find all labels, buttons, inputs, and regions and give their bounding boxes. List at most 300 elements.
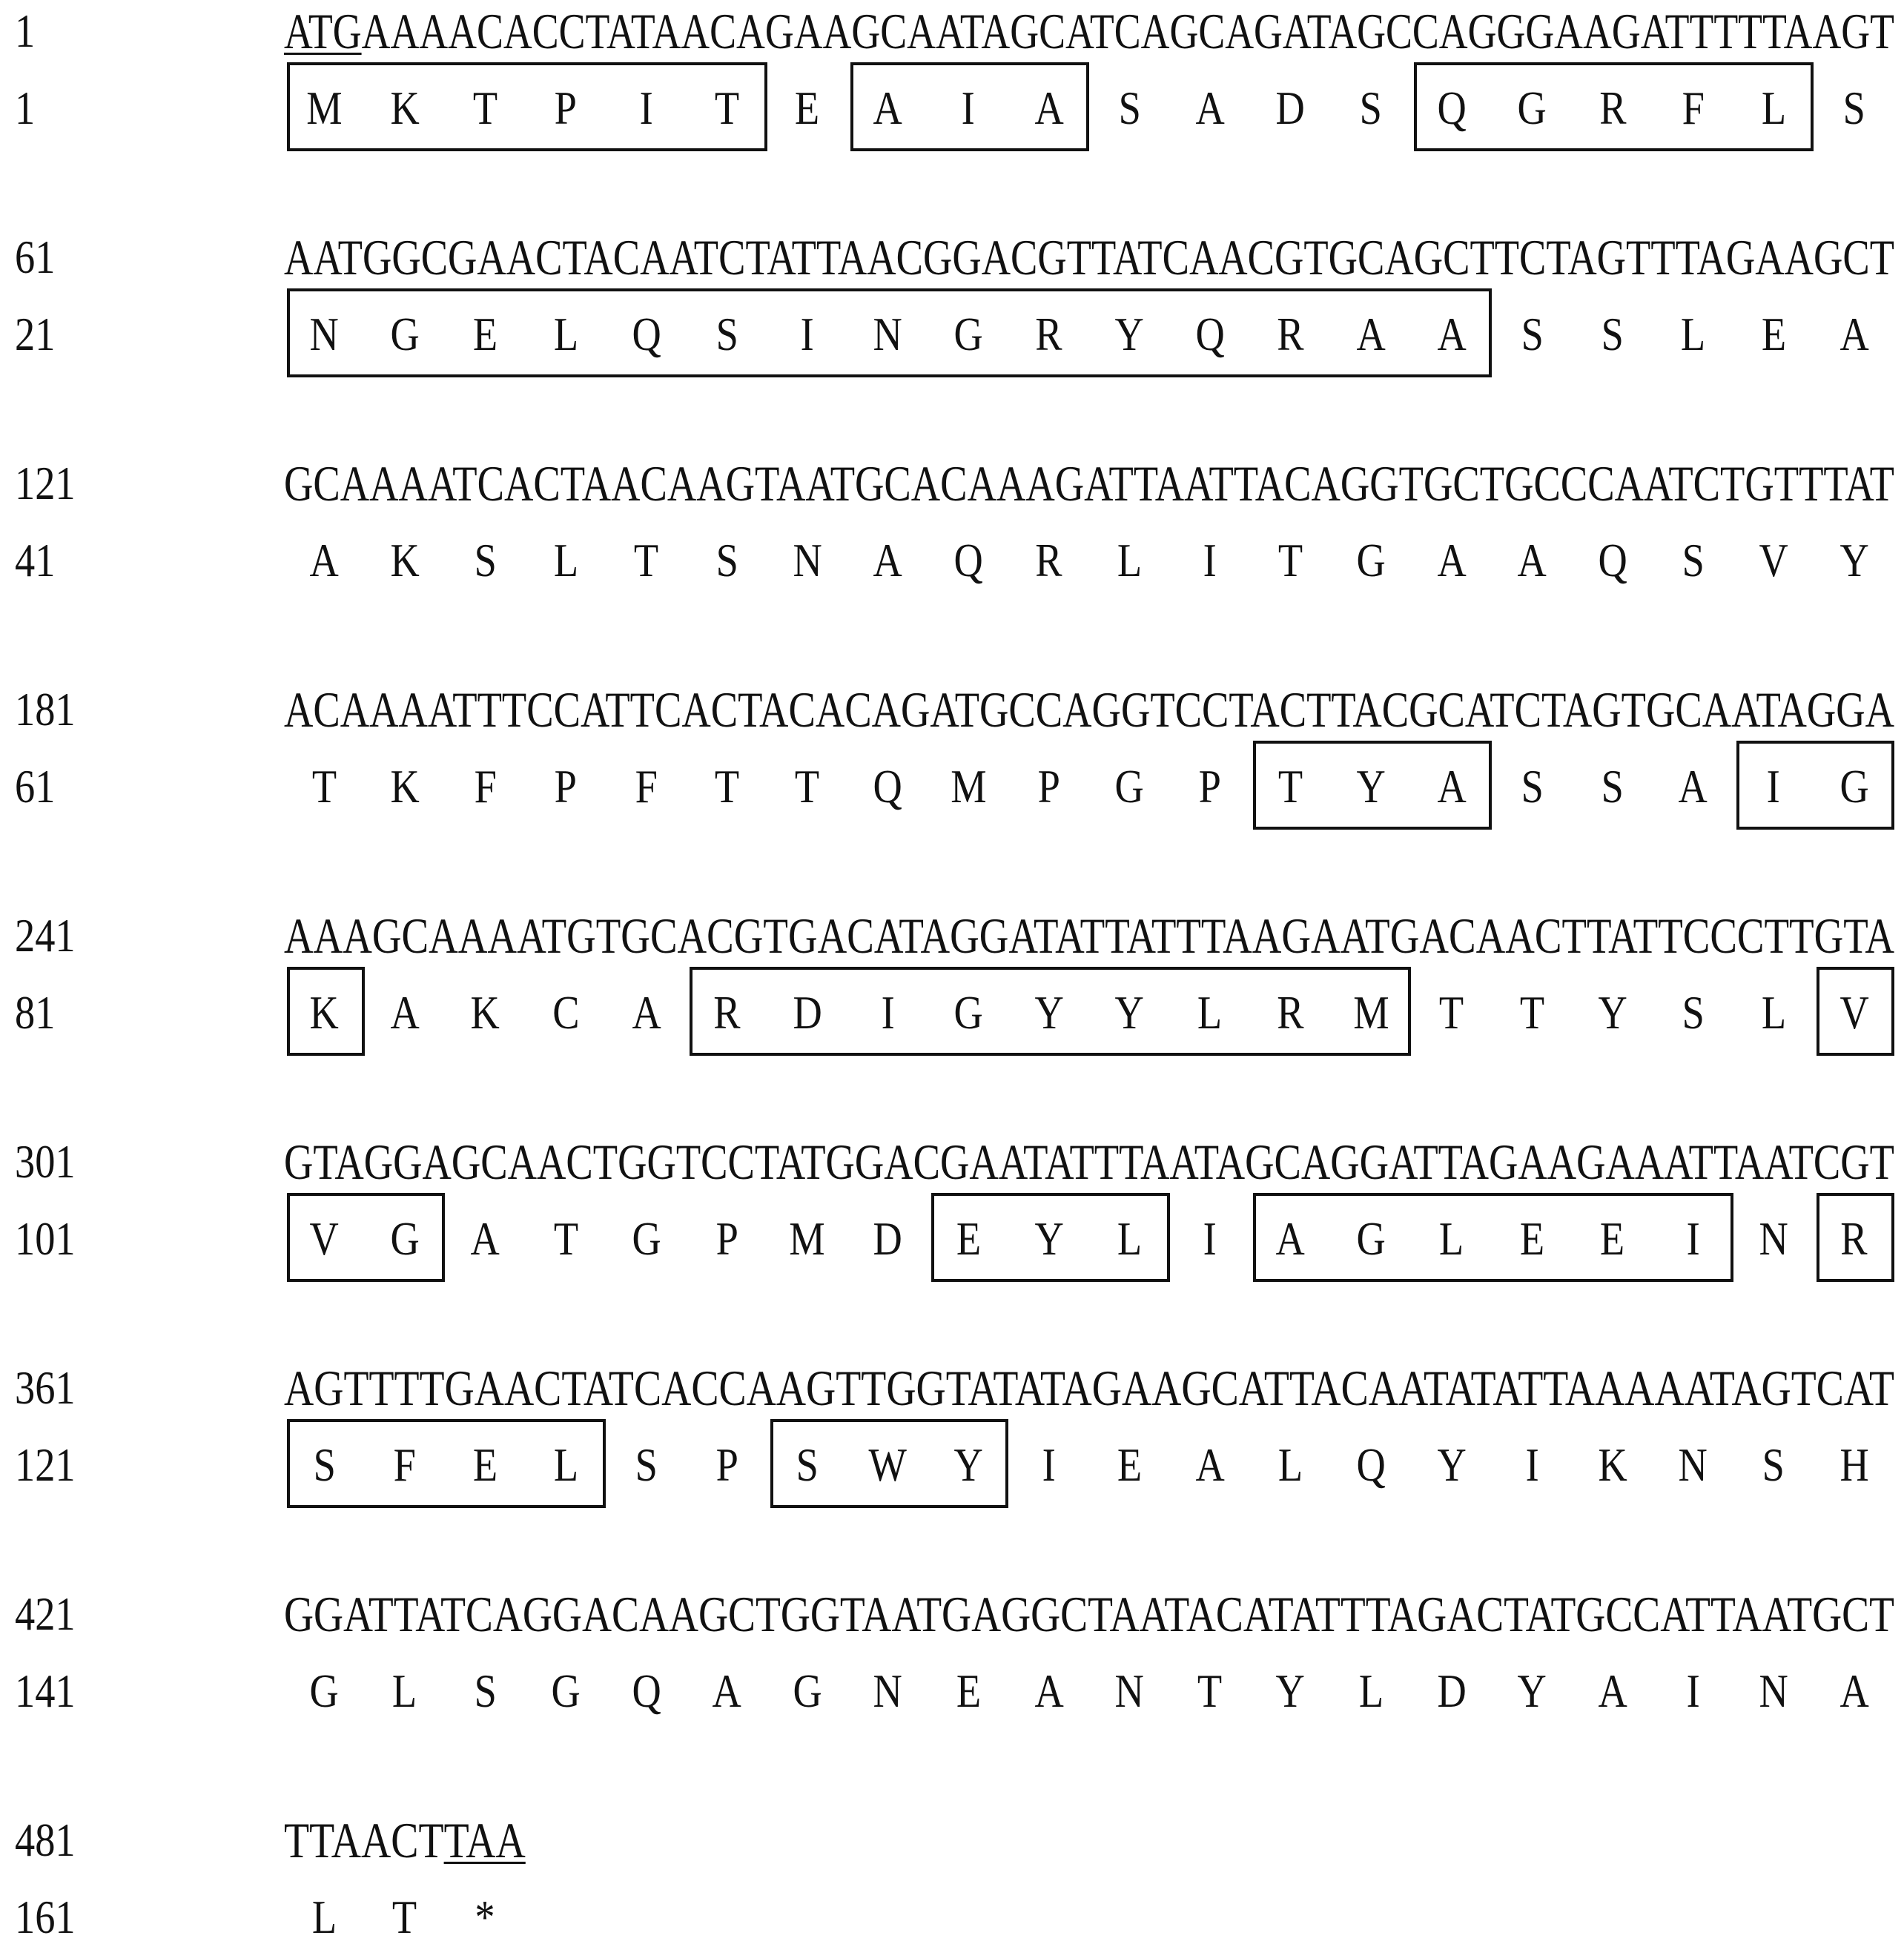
amino-acid	[767, 760, 848, 813]
amino-acid-letter: Q	[873, 760, 903, 813]
amino-acid	[1814, 308, 1894, 360]
amino-acid	[1733, 1438, 1814, 1491]
amino-acid	[1653, 1664, 1733, 1717]
residue-position: 81	[15, 986, 56, 1039]
amino-acid-letter: E	[1600, 1212, 1625, 1265]
amino-acid-letter: L	[1358, 1664, 1384, 1717]
amino-acid-letter: N	[1678, 1438, 1708, 1491]
amino-acid-letter: Q	[1195, 308, 1225, 360]
residue-position: 1	[15, 82, 36, 134]
amino-acid-letter: R	[1035, 308, 1062, 360]
amino-acid-letter: K	[309, 986, 339, 1039]
amino-acid	[1170, 1212, 1251, 1265]
amino-acid-letter: L	[1117, 1212, 1142, 1265]
amino-acid-letter: L	[1277, 1438, 1303, 1491]
amino-acid-letter: M	[789, 1212, 826, 1265]
amino-acid	[928, 1664, 1009, 1717]
residue-position: 141	[15, 1664, 76, 1717]
dna-sequence-line: AGTTTTGAACTATCACCAAGTTGGTATATAGAAGCATTACAATATATTAAAAATAGTCAT	[284, 1360, 1894, 1416]
amino-acid-letter: L	[553, 1438, 578, 1491]
amino-acid	[1331, 534, 1412, 586]
amino-acid-letter: A	[309, 534, 339, 586]
motif-box	[1736, 741, 1894, 830]
amino-acid	[1653, 308, 1733, 360]
amino-acid	[606, 1664, 687, 1717]
amino-acid-letter: T	[714, 82, 739, 134]
amino-acid-letter: R	[713, 986, 741, 1039]
amino-acid-letter: S	[715, 534, 738, 586]
amino-acid	[445, 1664, 526, 1717]
residue-position: 101	[15, 1212, 76, 1265]
amino-acid	[1814, 82, 1894, 134]
amino-acid-letter: I	[962, 82, 976, 134]
amino-acid-letter: I	[800, 308, 814, 360]
amino-acid-letter: P	[1037, 760, 1060, 813]
amino-acid-letter: R	[1599, 82, 1627, 134]
amino-acid	[1089, 82, 1170, 134]
amino-acid	[445, 760, 526, 813]
amino-acid-letter: A	[632, 986, 661, 1039]
amino-acid-letter: K	[390, 760, 420, 813]
amino-acid-letter: T	[392, 1891, 417, 1943]
motif-box	[1817, 967, 1894, 1056]
motif-box	[287, 967, 365, 1056]
amino-acid	[606, 1212, 687, 1265]
amino-acid	[526, 760, 606, 813]
amino-acid	[1089, 760, 1170, 813]
amino-acid	[687, 1664, 767, 1717]
amino-acid-letter: N	[1759, 1212, 1788, 1265]
residue-position: 41	[15, 534, 56, 586]
amino-acid	[687, 1438, 767, 1491]
amino-acid	[365, 1664, 446, 1717]
amino-acid-letter: S	[1842, 82, 1865, 134]
amino-acid-letter: Y	[1114, 986, 1144, 1039]
amino-acid-letter: T	[1439, 986, 1464, 1039]
motif-box	[1253, 741, 1492, 830]
amino-acid-letter: G	[1517, 82, 1547, 134]
motif-box	[287, 62, 767, 151]
amino-acid-letter: R	[1277, 308, 1304, 360]
amino-acid	[687, 534, 767, 586]
dna-sequence-line: AAAGCAAAATGTGCACGTGACATAGGATATTATTTAAGAATGACAACTTATTCCCTTGTA	[284, 907, 1894, 964]
amino-acid-letter: E	[956, 1664, 981, 1717]
amino-acid-letter: L	[1680, 308, 1706, 360]
dna-sequence-line: GGATTATCAGGACAAGCTGGTAATGAGGCTAATACATATTTAGACTATGCCATTAATGCT	[284, 1586, 1894, 1642]
amino-acid	[928, 534, 1009, 586]
amino-acid	[1653, 534, 1733, 586]
amino-acid-letter: S	[1118, 82, 1141, 134]
amino-acid-letter: K	[1598, 1438, 1627, 1491]
motif-box	[931, 1193, 1170, 1282]
residue-position: 21	[15, 308, 56, 360]
amino-acid-letter: F	[474, 760, 497, 813]
amino-acid	[606, 986, 687, 1039]
amino-acid-letter: F	[393, 1438, 417, 1491]
amino-acid	[687, 760, 767, 813]
amino-acid-letter: F	[1682, 82, 1705, 134]
amino-acid-letter: Q	[1356, 1438, 1386, 1491]
amino-acid	[1250, 1438, 1331, 1491]
amino-acid-letter: A	[1839, 1664, 1869, 1717]
amino-acid	[526, 1212, 606, 1265]
amino-acid	[365, 986, 446, 1039]
amino-acid-letter: R	[1035, 534, 1062, 586]
amino-acid-letter: A	[1437, 760, 1467, 813]
amino-acid-letter: R	[1277, 986, 1304, 1039]
amino-acid-letter: G	[1356, 534, 1386, 586]
amino-acid-letter: F	[635, 760, 658, 813]
amino-acid	[1411, 534, 1492, 586]
amino-acid-letter: E	[472, 308, 498, 360]
dna-sequence-line: GTAGGAGCAACTGGTCCTATGGACGAATATTTAATAGCAGGATTAGAAGAAATTAATCGT	[284, 1134, 1894, 1190]
amino-acid-letter: L	[1439, 1212, 1464, 1265]
amino-acid	[1573, 534, 1653, 586]
amino-acid	[445, 1212, 526, 1265]
amino-acid-letter: T	[634, 534, 659, 586]
amino-acid	[1492, 760, 1573, 813]
amino-acid-letter: S	[635, 1438, 658, 1491]
amino-acid	[847, 1664, 928, 1717]
amino-acid-letter: E	[1761, 308, 1786, 360]
amino-acid-letter: V	[309, 1212, 339, 1265]
amino-acid	[1573, 986, 1653, 1039]
amino-acid-letter: S	[474, 534, 497, 586]
amino-acid-letter: A	[1839, 308, 1869, 360]
amino-acid	[1733, 1664, 1814, 1717]
amino-acid	[767, 534, 848, 586]
amino-acid	[928, 760, 1009, 813]
nucleotide-position: 421	[15, 1587, 76, 1640]
amino-acid	[767, 1664, 848, 1717]
amino-acid-letter: M	[306, 82, 343, 134]
residue-position: 121	[15, 1438, 76, 1491]
amino-acid-letter: K	[390, 534, 420, 586]
amino-acid-letter: R	[1840, 1212, 1868, 1265]
amino-acid-letter: A	[1678, 760, 1708, 813]
amino-acid-letter: G	[551, 1664, 581, 1717]
dna-segment: TTAACT	[284, 1812, 444, 1868]
amino-acid	[1089, 1438, 1170, 1491]
amino-acid-letter: I	[639, 82, 653, 134]
motif-box	[850, 62, 1089, 151]
amino-acid-letter: P	[554, 760, 578, 813]
amino-acid	[526, 986, 606, 1039]
residue-position: 61	[15, 760, 56, 813]
amino-acid-letter: S	[1601, 308, 1624, 360]
amino-acid-letter: L	[392, 1664, 417, 1717]
amino-acid	[1733, 1212, 1814, 1265]
amino-acid-letter: Q	[1598, 534, 1627, 586]
amino-acid-letter: N	[1759, 1664, 1788, 1717]
amino-acid-letter: S	[313, 1438, 336, 1491]
amino-acid	[1492, 986, 1573, 1039]
dna-sequence-line	[284, 3, 1895, 59]
amino-acid-letter: E	[956, 1212, 981, 1265]
amino-acid-letter: I	[1767, 760, 1781, 813]
amino-acid-letter: Q	[632, 308, 661, 360]
amino-acid-letter: A	[470, 1212, 500, 1265]
amino-acid-letter: A	[1195, 1438, 1225, 1491]
amino-acid-letter: P	[715, 1438, 738, 1491]
amino-acid-letter: P	[1198, 760, 1222, 813]
amino-acid-letter: T	[1277, 534, 1303, 586]
amino-acid-letter: D	[1275, 82, 1306, 134]
amino-acid-letter: T	[795, 760, 820, 813]
amino-acid-letter: G	[390, 1212, 420, 1265]
amino-acid-letter: N	[793, 534, 822, 586]
amino-acid-letter: S	[1682, 534, 1705, 586]
amino-acid	[526, 1664, 606, 1717]
amino-acid	[1492, 1664, 1573, 1717]
amino-acid-letter: Y	[1034, 1212, 1064, 1265]
amino-acid-letter: N	[873, 1664, 903, 1717]
nucleotide-position: 121	[15, 457, 76, 509]
residue-position: 161	[15, 1891, 76, 1943]
amino-acid	[1492, 1438, 1573, 1491]
dna-sequence-line: GCAAAATCACTAACAAGTAATGCACAAAGATTAATTACAGGTGCTGCCCAATCTGTTTAT	[284, 455, 1894, 512]
amino-acid	[284, 1664, 365, 1717]
nucleotide-position: 301	[15, 1135, 76, 1188]
amino-acid-letter: A	[1034, 1664, 1064, 1717]
dna-segment: AAAACACCTATAACAGAAGCAATAGCATCAGCAGATAGCCAGGGAAGATTTTTAAGT	[361, 3, 1895, 59]
amino-acid	[526, 534, 606, 586]
amino-acid	[767, 1212, 848, 1265]
motif-box	[690, 967, 1411, 1056]
amino-acid-letter: A	[1034, 82, 1064, 134]
amino-acid-letter: S	[1521, 760, 1544, 813]
amino-acid-letter: H	[1839, 1438, 1869, 1491]
amino-acid	[847, 760, 928, 813]
amino-acid	[606, 534, 687, 586]
amino-acid	[1250, 1664, 1331, 1717]
amino-acid-letter: V	[1839, 986, 1869, 1039]
amino-acid-letter: G	[1356, 1212, 1386, 1265]
amino-acid-letter: A	[390, 986, 420, 1039]
amino-acid	[1733, 308, 1814, 360]
amino-acid	[365, 760, 446, 813]
amino-acid-letter: D	[873, 1212, 903, 1265]
amino-acid	[1170, 1664, 1251, 1717]
amino-acid-letter: V	[1759, 534, 1788, 586]
amino-acid-letter: K	[390, 82, 420, 134]
amino-acid-letter: N	[309, 308, 339, 360]
amino-acid-letter: L	[1761, 986, 1786, 1039]
amino-acid-letter: T	[472, 82, 498, 134]
dna-sequence-line: ACAAAATTTCCATTCACTACACAGATGCCAGGTCCTACTTACGCATCTAGTGCAATAGGA	[284, 681, 1894, 738]
amino-acid-letter: Y	[1356, 760, 1386, 813]
amino-acid	[284, 534, 365, 586]
amino-acid-letter: A	[1195, 82, 1225, 134]
motif-box	[287, 1419, 606, 1508]
amino-acid	[1089, 1664, 1170, 1717]
amino-acid-letter: G	[632, 1212, 661, 1265]
amino-acid-letter: N	[1114, 1664, 1144, 1717]
amino-acid-letter: A	[1517, 534, 1547, 586]
amino-acid-letter: P	[554, 82, 578, 134]
amino-acid	[1170, 82, 1251, 134]
dna-sequence-line	[284, 1812, 526, 1868]
amino-acid	[1573, 1664, 1653, 1717]
amino-acid-letter: Y	[1598, 986, 1627, 1039]
amino-acid	[1170, 1438, 1251, 1491]
amino-acid-letter: K	[470, 986, 500, 1039]
amino-acid	[1492, 308, 1573, 360]
amino-acid-letter: A	[1437, 308, 1467, 360]
amino-acid-letter: Y	[1839, 534, 1869, 586]
amino-acid-letter: M	[1352, 986, 1389, 1039]
amino-acid-letter: L	[553, 308, 578, 360]
amino-acid-letter: Y	[1275, 1664, 1306, 1717]
amino-acid-letter: S	[1762, 1438, 1785, 1491]
motif-box	[770, 1419, 1009, 1508]
amino-acid	[284, 1891, 365, 1943]
amino-acid-letter: A	[1356, 308, 1386, 360]
amino-acid-letter: S	[474, 1664, 497, 1717]
amino-acid-letter: I	[1525, 1438, 1539, 1491]
amino-acid	[365, 1891, 446, 1943]
amino-acid	[445, 1891, 526, 1943]
amino-acid	[284, 760, 365, 813]
amino-acid	[606, 760, 687, 813]
amino-acid-letter: L	[311, 1891, 337, 1943]
amino-acid	[1814, 534, 1894, 586]
amino-acid	[687, 1212, 767, 1265]
amino-acid	[847, 534, 928, 586]
amino-acid-letter: G	[1839, 760, 1869, 813]
amino-acid-letter: A	[873, 82, 903, 134]
amino-acid-letter: I	[1203, 534, 1217, 586]
amino-acid	[847, 1212, 928, 1265]
amino-acid-letter: T	[1277, 760, 1303, 813]
amino-acid	[1250, 534, 1331, 586]
amino-acid-letter: S	[1601, 760, 1624, 813]
amino-acid	[767, 82, 848, 134]
amino-acid-letter: C	[552, 986, 580, 1039]
amino-acid	[1492, 534, 1573, 586]
amino-acid-letter: Q	[1437, 82, 1467, 134]
amino-acid-letter: S	[1521, 308, 1544, 360]
amino-acid	[365, 534, 446, 586]
amino-acid-letter: A	[873, 534, 903, 586]
amino-acid-letter: T	[1197, 1664, 1223, 1717]
amino-acid-letter: T	[1519, 986, 1544, 1039]
amino-acid	[1653, 1438, 1733, 1491]
amino-acid	[1814, 1438, 1894, 1491]
amino-acid	[1170, 534, 1251, 586]
amino-acid-letter: Y	[953, 1438, 983, 1491]
amino-acid-letter: E	[795, 82, 820, 134]
nucleotide-position: 361	[15, 1361, 76, 1414]
amino-acid-letter: G	[390, 308, 420, 360]
motif-box	[1253, 1193, 1733, 1282]
amino-acid-letter: G	[953, 986, 983, 1039]
amino-acid-letter: L	[1761, 82, 1786, 134]
amino-acid	[1733, 986, 1814, 1039]
amino-acid-letter: G	[309, 1664, 339, 1717]
amino-acid-letter: Q	[953, 534, 983, 586]
amino-acid	[1653, 986, 1733, 1039]
amino-acid-letter: S	[715, 308, 738, 360]
amino-acid	[1170, 760, 1251, 813]
amino-acid-letter: L	[1197, 986, 1223, 1039]
motif-box	[1414, 62, 1814, 151]
amino-acid	[1008, 1438, 1089, 1491]
amino-acid-letter: T	[714, 760, 739, 813]
amino-acid-letter: I	[1042, 1438, 1056, 1491]
amino-acid	[1008, 534, 1089, 586]
amino-acid	[1250, 82, 1331, 134]
amino-acid-letter: L	[1117, 534, 1142, 586]
amino-acid	[606, 1438, 687, 1491]
amino-acid	[1331, 1438, 1412, 1491]
amino-acid	[1331, 82, 1412, 134]
amino-acid-letter: T	[553, 1212, 578, 1265]
amino-acid-letter: G	[953, 308, 983, 360]
amino-acid	[1573, 760, 1653, 813]
nucleotide-position: 181	[15, 683, 76, 735]
amino-acid-letter: D	[1437, 1664, 1467, 1717]
amino-acid-letter: T	[311, 760, 337, 813]
amino-acid-letter: W	[868, 1438, 908, 1491]
amino-acid	[1089, 534, 1170, 586]
amino-acid	[1814, 1664, 1894, 1717]
codon-underlined: TAA	[443, 1812, 526, 1868]
nucleotide-position: 481	[15, 1814, 76, 1866]
dna-sequence-line: AATGGCGAACTACAATCTATTAACGGACGTTATCAACGTGCAGCTTCTAGTTTAGAAGCT	[284, 229, 1894, 285]
amino-acid-letter: A	[1598, 1664, 1627, 1717]
amino-acid-letter: N	[873, 308, 903, 360]
motif-box	[287, 1193, 445, 1282]
amino-acid	[1411, 1438, 1492, 1491]
amino-acid-letter: A	[712, 1664, 741, 1717]
amino-acid-letter: Y	[1437, 1438, 1467, 1491]
amino-acid-letter: M	[950, 760, 987, 813]
amino-acid-letter: *	[475, 1891, 496, 1943]
nucleotide-position: 61	[15, 231, 56, 283]
amino-acid-letter: G	[1114, 760, 1144, 813]
nucleotide-position: 1	[15, 4, 36, 57]
amino-acid	[1008, 760, 1089, 813]
amino-acid-letter: G	[793, 1664, 822, 1717]
amino-acid-letter: S	[1682, 986, 1705, 1039]
amino-acid-letter: A	[1275, 1212, 1306, 1265]
amino-acid-letter: D	[793, 986, 822, 1039]
amino-acid	[445, 534, 526, 586]
amino-acid	[445, 986, 526, 1039]
amino-acid-letter: Y	[1517, 1664, 1547, 1717]
amino-acid-letter: A	[1437, 534, 1467, 586]
amino-acid	[1411, 1664, 1492, 1717]
amino-acid	[1653, 760, 1733, 813]
amino-acid-letter: I	[1686, 1212, 1700, 1265]
amino-acid	[1331, 1664, 1412, 1717]
amino-acid-letter: E	[1117, 1438, 1142, 1491]
amino-acid	[1733, 534, 1814, 586]
amino-acid	[1411, 986, 1492, 1039]
amino-acid	[1008, 1664, 1089, 1717]
amino-acid-letter: E	[1519, 1212, 1544, 1265]
amino-acid-letter: I	[1686, 1664, 1700, 1717]
nucleotide-position: 241	[15, 909, 76, 962]
amino-acid-letter: Y	[1114, 308, 1144, 360]
motif-box	[1817, 1193, 1894, 1282]
amino-acid-letter: S	[1359, 82, 1383, 134]
amino-acid-letter: Q	[632, 1664, 661, 1717]
amino-acid-letter: L	[553, 534, 578, 586]
amino-acid-letter: Y	[1034, 986, 1064, 1039]
amino-acid-letter: S	[796, 1438, 819, 1491]
